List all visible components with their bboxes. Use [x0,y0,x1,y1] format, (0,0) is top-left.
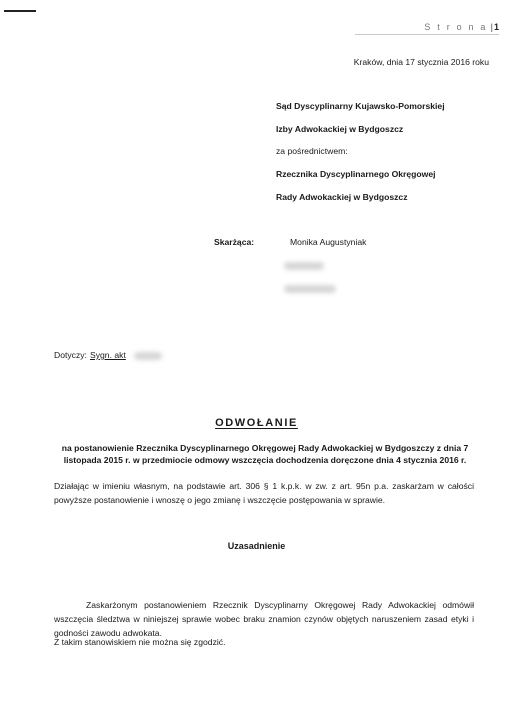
appeal-subject: na postanowienie Rzecznika Dyscyplinarnego Okręgowej Rady Adwokackiej w Bydgoszczy z dnia 7 listopada 2015 r. w przedmiocie odmowy wszczęcia dochodzenia doręczone dnia 4 stycznia 2016 r. [61,443,469,465]
page-number: 1 [493,22,499,32]
recipient-via: za pośrednictwem: [276,146,348,156]
redacted-case-number [134,352,162,360]
intro-paragraph: Działając w imieniu własnym, na podstawie art. 306 § 1 k.p.k. w zw. z art. 95n p.a. zaskarżam w całości powyższe postanowienie i wnoszę o jego zmianę i wszczęcie postępowania w sprawie. [54,481,474,505]
scan-edge-mark [4,10,36,12]
justification-paragraph-2: Z takim stanowiskiem nie można się zgodzić. [54,637,226,647]
page-header [424,22,499,32]
header-rule [355,34,499,35]
redacted-address-line-1 [284,262,324,270]
place-date: Kraków, dnia 17 stycznia 2016 roku [353,57,489,67]
page-label: S t r o n a [424,22,488,32]
recipient-line-3: Rzecznika Dyscyplinarnego Okręgowej [276,169,436,179]
reference-label: Dotyczy: [54,350,87,360]
redacted-address-line-2 [284,285,336,293]
document-title: ODWOŁANIE [215,417,298,429]
complainant-name: Monika Augustyniak [290,237,367,247]
recipient-line-2: Izby Adwokackiej w Bydgoszcz [276,124,404,134]
reference-value: Sygn. akt [90,350,126,360]
justification-paragraph-1: Zaskarżonym postanowieniem Rzecznik Dyscyplinarny Okręgowej Rady Adwokackiej odmówił wszczęcia śledztwa w niniejszej sprawie wobec braku znamion czynów objętych naruszeniem zasad etyki i godności zawodu adwokata. [54,600,474,638]
justification-heading: Uzasadnienie [227,541,286,551]
recipient-line-4: Rady Adwokackiej w Bydgoszcz [276,192,408,202]
complainant-label: Skarżąca: [214,237,255,247]
recipient-line-1: Sąd Dyscyplinarny Kujawsko-Pomorskiej [276,101,445,111]
page-separator: | [490,22,493,32]
